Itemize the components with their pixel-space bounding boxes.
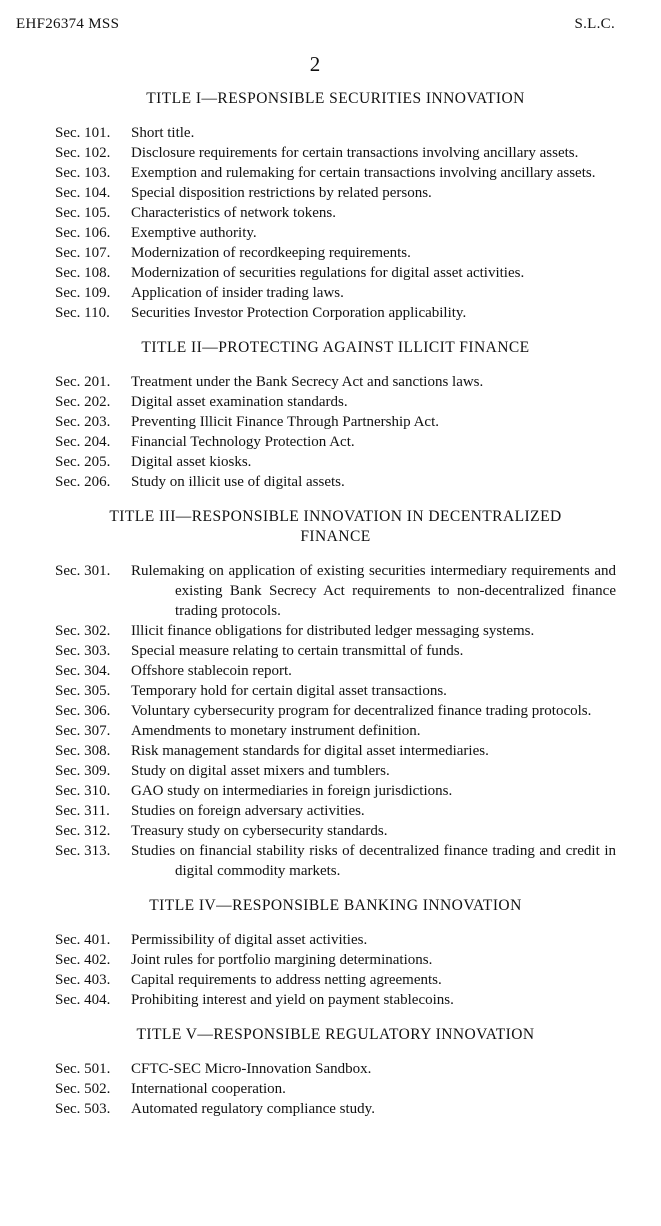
section-entry xyxy=(55,183,616,203)
section-title: Study on illicit use of digital assets. xyxy=(131,474,345,490)
section-number: Sec. 403. xyxy=(55,972,111,988)
section-number: Sec. 107. xyxy=(55,245,111,261)
section-title: Treatment under the Bank Secrecy Act and sanctions laws. xyxy=(131,374,484,390)
section-number: Sec. 205. xyxy=(55,454,111,470)
section-number: Sec. 307. xyxy=(55,723,111,739)
section-number: Sec. 310. xyxy=(55,783,111,799)
section-title: Characteristics of network tokens. xyxy=(131,205,336,221)
section-title: Financial Technology Protection Act. xyxy=(131,434,355,450)
section-entry xyxy=(55,561,616,621)
section-title: Joint rules for portfolio margining determinations. xyxy=(131,952,433,968)
title-heading: TITLE V—RESPONSIBLE REGULATORY INNOVATION xyxy=(136,1026,535,1043)
page-number: 2 xyxy=(309,52,321,76)
section-gap xyxy=(55,881,616,896)
table-of-contents xyxy=(55,89,616,1119)
section-entry xyxy=(55,661,616,681)
section-number: Sec. 103. xyxy=(55,165,111,181)
section-number: Sec. 203. xyxy=(55,414,111,430)
section-entry xyxy=(55,1079,616,1099)
section-title: GAO study on intermediaries in foreign jurisdictions. xyxy=(131,783,453,799)
section-title: Digital asset kiosks. xyxy=(131,454,252,470)
section-number: Sec. 401. xyxy=(55,932,111,948)
section-entry xyxy=(55,412,616,432)
section-entry xyxy=(55,452,616,472)
section-number: Sec. 303. xyxy=(55,643,111,659)
section-number: Sec. 311. xyxy=(55,803,110,819)
section-title: Risk management standards for digital asset intermediaries. xyxy=(131,743,489,759)
section-entry xyxy=(55,143,616,163)
section-entry xyxy=(55,263,616,283)
section-title: Studies on financial stability risks of decentralized finance trading and credit in digital commodity markets. xyxy=(131,843,616,879)
section-entry xyxy=(55,123,616,143)
section-entry xyxy=(55,303,616,323)
section-number: Sec. 308. xyxy=(55,743,111,759)
document-id: EHF26374 MSS xyxy=(16,16,120,32)
section-number: Sec. 202. xyxy=(55,394,111,410)
section-title: Special disposition restrictions by related persons. xyxy=(131,185,432,201)
section-entry xyxy=(55,930,616,950)
section-title: Studies on foreign adversary activities. xyxy=(131,803,365,819)
section-number: Sec. 109. xyxy=(55,285,111,301)
section-title: Permissibility of digital asset activities. xyxy=(131,932,368,948)
section-entry xyxy=(55,472,616,492)
section-number: Sec. 201. xyxy=(55,374,111,390)
section-title: Automated regulatory compliance study. xyxy=(131,1101,375,1117)
section-entry xyxy=(55,372,616,392)
section-number: Sec. 110. xyxy=(55,305,110,321)
section-number: Sec. 101. xyxy=(55,125,111,141)
section-entry xyxy=(55,950,616,970)
section-number: Sec. 105. xyxy=(55,205,111,221)
section-entry xyxy=(55,761,616,781)
section-title: Amendments to monetary instrument definition. xyxy=(131,723,421,739)
section-title: Capital requirements to address netting agreements. xyxy=(131,972,442,988)
section-number: Sec. 304. xyxy=(55,663,111,679)
section-title: Rulemaking on application of existing securities intermediary requirements and existing Bank Secrecy Act requirements to non-decentralized finance trading protocols. xyxy=(131,563,616,619)
section-entry xyxy=(55,721,616,741)
title-heading: TITLE IV—RESPONSIBLE BANKING INNOVATION xyxy=(149,897,522,914)
section-title: Treasury study on cybersecurity standards. xyxy=(131,823,388,839)
section-number: Sec. 108. xyxy=(55,265,111,281)
section-title: Short title. xyxy=(131,125,195,141)
section-number: Sec. 312. xyxy=(55,823,111,839)
section-title: Preventing Illicit Finance Through Partnership Act. xyxy=(131,414,439,430)
section-title: Illicit finance obligations for distributed ledger messaging systems. xyxy=(131,623,535,639)
section-entry xyxy=(55,641,616,661)
section-number: Sec. 306. xyxy=(55,703,111,719)
section-entry xyxy=(55,781,616,801)
section-entry xyxy=(55,283,616,303)
section-number: Sec. 204. xyxy=(55,434,111,450)
section-entry xyxy=(55,1099,616,1119)
section-number: Sec. 404. xyxy=(55,992,111,1008)
title-heading: TITLE II—PROTECTING AGAINST ILLICIT FINANCE xyxy=(141,339,530,356)
section-number: Sec. 102. xyxy=(55,145,111,161)
section-title: Exemptive authority. xyxy=(131,225,257,241)
section-entry xyxy=(55,392,616,412)
section-gap xyxy=(55,492,616,507)
section-entry xyxy=(55,243,616,263)
section-number: Sec. 302. xyxy=(55,623,111,639)
section-entry xyxy=(55,681,616,701)
section-title: Application of insider trading laws. xyxy=(131,285,344,301)
section-entry xyxy=(55,841,616,881)
section-entry xyxy=(55,741,616,761)
section-entry xyxy=(55,223,616,243)
section-number: Sec. 309. xyxy=(55,763,111,779)
section-title: CFTC-SEC Micro-Innovation Sandbox. xyxy=(131,1061,372,1077)
section-title: Exemption and rulemaking for certain transactions involving ancillary assets. xyxy=(131,165,596,181)
section-title: Study on digital asset mixers and tumblers. xyxy=(131,763,390,779)
section-title: Special measure relating to certain transmittal of funds. xyxy=(131,643,464,659)
section-number: Sec. 502. xyxy=(55,1081,111,1097)
section-entry xyxy=(55,970,616,990)
title-heading: TITLE III—RESPONSIBLE INNOVATION IN DECENTRALIZED FINANCE xyxy=(109,508,562,545)
section-number: Sec. 402. xyxy=(55,952,111,968)
section-number: Sec. 305. xyxy=(55,683,111,699)
section-number: Sec. 206. xyxy=(55,474,111,490)
section-number: Sec. 106. xyxy=(55,225,111,241)
section-entry xyxy=(55,701,616,721)
section-title: Temporary hold for certain digital asset transactions. xyxy=(131,683,447,699)
section-entry xyxy=(55,801,616,821)
section-number: Sec. 501. xyxy=(55,1061,111,1077)
section-entry xyxy=(55,203,616,223)
section-entry xyxy=(55,990,616,1010)
section-entry xyxy=(55,621,616,641)
section-number: Sec. 313. xyxy=(55,843,111,859)
section-title: Digital asset examination standards. xyxy=(131,394,348,410)
slc-label: S.L.C. xyxy=(574,16,615,32)
section-entry xyxy=(55,163,616,183)
section-title: Offshore stablecoin report. xyxy=(131,663,292,679)
section-title: International cooperation. xyxy=(131,1081,286,1097)
section-title: Disclosure requirements for certain transactions involving ancillary assets. xyxy=(131,145,579,161)
section-gap xyxy=(55,1010,616,1025)
section-title: Voluntary cybersecurity program for decentralized finance trading protocols. xyxy=(131,703,592,719)
section-title: Securities Investor Protection Corporation applicability. xyxy=(131,305,467,321)
section-title: Modernization of securities regulations for digital asset activities. xyxy=(131,265,525,281)
title-heading: TITLE I—RESPONSIBLE SECURITIES INNOVATION xyxy=(146,90,525,107)
section-title: Modernization of recordkeeping requirements. xyxy=(131,245,411,261)
section-title: Prohibiting interest and yield on payment stablecoins. xyxy=(131,992,454,1008)
section-number: Sec. 104. xyxy=(55,185,111,201)
section-entry xyxy=(55,1059,616,1079)
section-number: Sec. 503. xyxy=(55,1101,111,1117)
section-number: Sec. 301. xyxy=(55,563,111,579)
section-entry xyxy=(55,432,616,452)
section-gap xyxy=(55,323,616,338)
section-entry xyxy=(55,821,616,841)
